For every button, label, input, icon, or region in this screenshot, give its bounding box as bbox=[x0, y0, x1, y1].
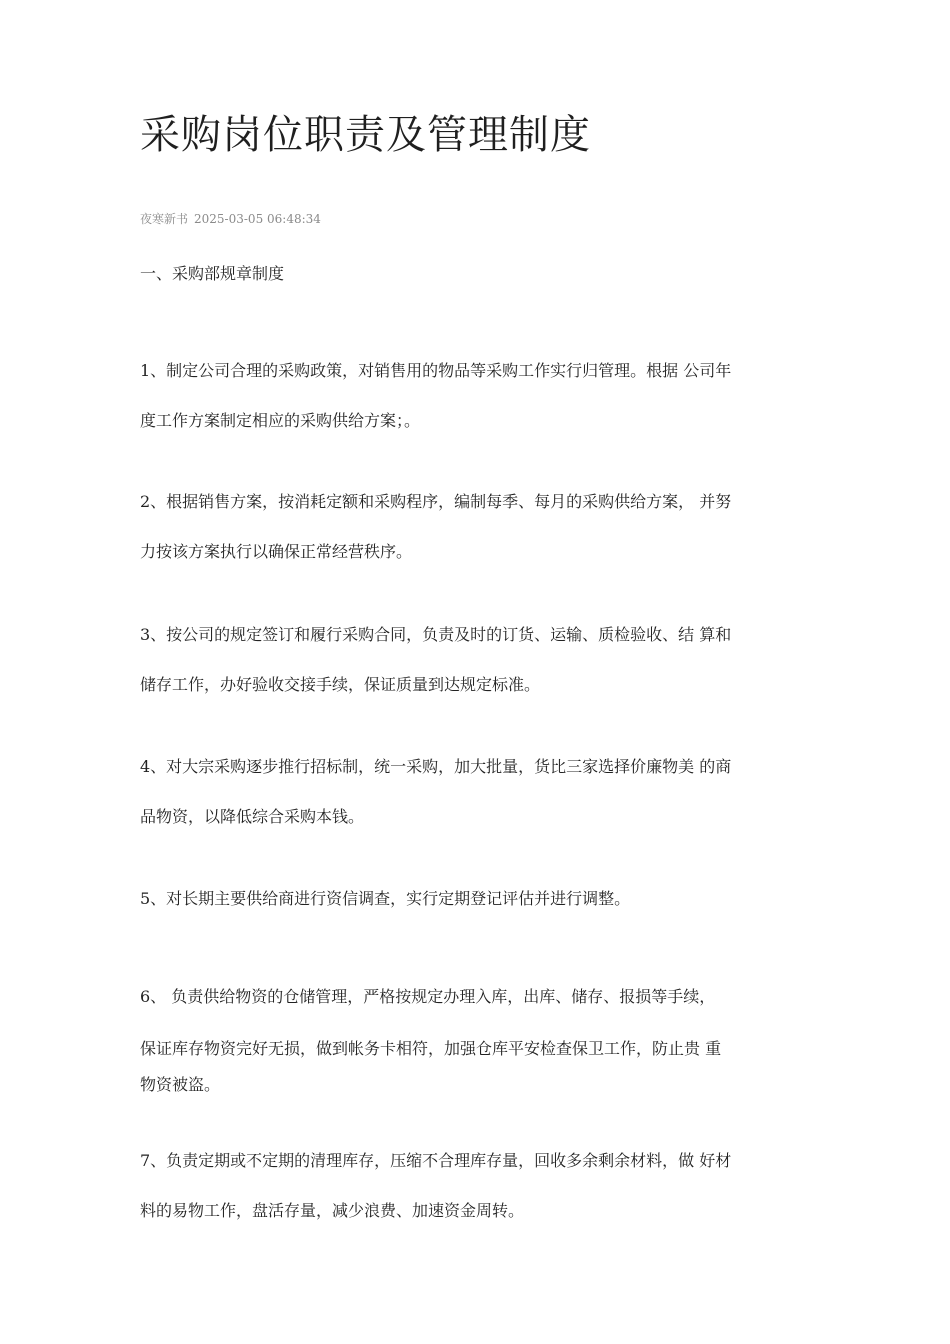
paragraph-7 bbox=[140, 1149, 815, 1223]
paragraph-1 bbox=[140, 359, 815, 433]
paragraph-3 bbox=[140, 623, 815, 697]
paragraph-line: 6、 负责供给物资的仓储管理，严格按规定办理入库，出库、储存、报损等手续， bbox=[140, 987, 716, 1006]
paragraph-line: 1、制定公司合理的采购政策，对销售用的物品等采购工作实行归管理。根据 公司年 bbox=[140, 361, 732, 380]
paragraph-line: 保证库存物资完好无损，做到帐务卡相符，加强仓库平安检查保卫工作，防止贵 重 bbox=[140, 1039, 722, 1058]
paragraph-5 bbox=[140, 887, 815, 911]
paragraph-6 bbox=[140, 985, 815, 1109]
paragraph-line: 5、对长期主要供给商进行资信调查，实行定期登记评估并进行调整。 bbox=[140, 889, 631, 908]
paragraph-line: 4、对大宗采购逐步推行招标制，统一采购，加大批量，货比三家选择价廉物美 的商 bbox=[140, 757, 732, 776]
paragraph-line: 料的易物工作，盘活存量，减少浪费、加速资金周转。 bbox=[140, 1201, 525, 1220]
paragraph-2 bbox=[140, 490, 815, 564]
page-title: 采购岗位职责及管理制度 bbox=[140, 112, 591, 158]
paragraph-line: 储存工作，办好验收交接手续，保证质量到达规定标准。 bbox=[140, 675, 541, 694]
section-heading: 一、采购部规章制度 bbox=[140, 264, 285, 283]
paragraph-line: 品物资，以降低综合采购本钱。 bbox=[140, 807, 365, 826]
paragraph-line: 物资被盗。 bbox=[140, 1075, 221, 1094]
author-name[interactable]: 夜寒新书 bbox=[140, 212, 189, 226]
publish-date: 2025-03-05 06:48:34 bbox=[194, 212, 321, 226]
paragraph-4 bbox=[140, 755, 815, 829]
paragraph-line: 2、根据销售方案，按消耗定额和采购程序，编制每季、每月的采购供给方案， 并努 bbox=[140, 492, 732, 511]
article-meta bbox=[140, 210, 321, 228]
paragraph-line: 7、负责定期或不定期的清理库存，压缩不合理库存量，回收多余剩余材料，做 好材 bbox=[140, 1151, 732, 1170]
paragraph-line: 度工作方案制定相应的采购供给方案；。 bbox=[140, 411, 421, 430]
paragraph-line: 力按该方案执行以确保正常经营秩序。 bbox=[140, 542, 413, 561]
paragraph-line: 3、按公司的规定签订和履行采购合同，负责及时的订货、运输、质检验收、结 算和 bbox=[140, 625, 732, 644]
